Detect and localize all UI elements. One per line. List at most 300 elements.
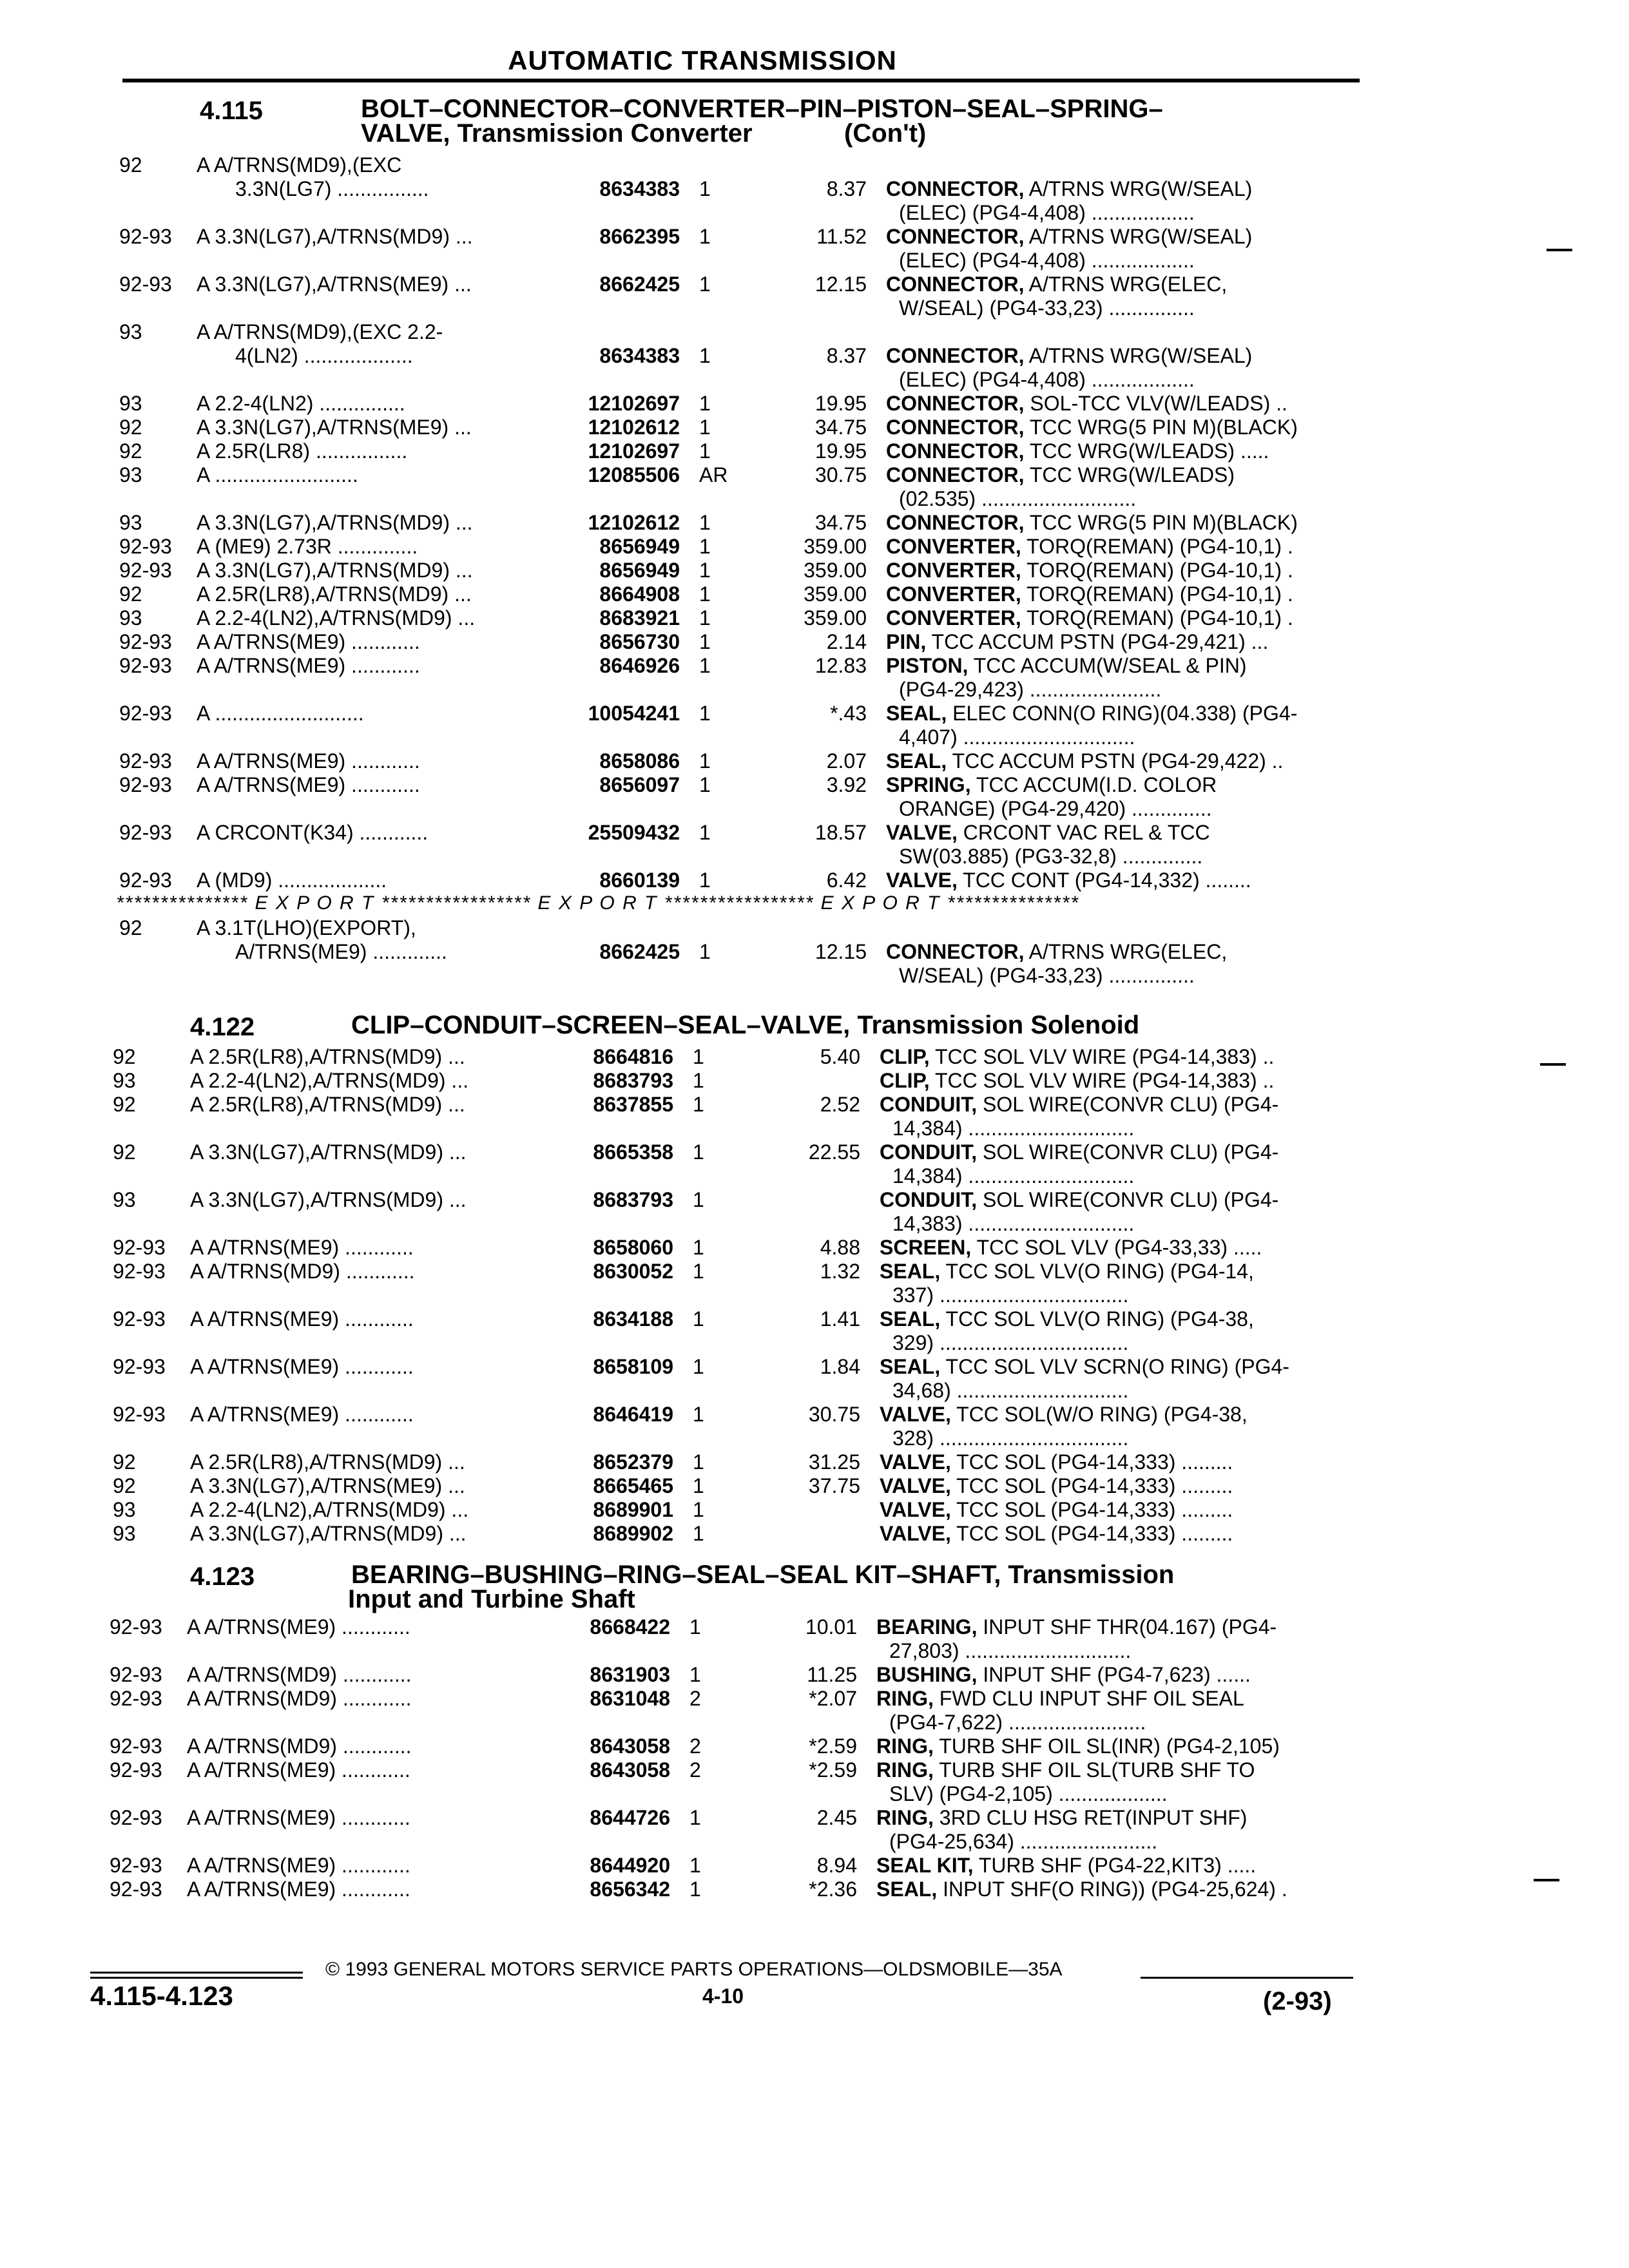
- part-number: 8656097: [599, 773, 680, 796]
- part-description: TURB SHF OIL SL(TURB SHF TO: [939, 1758, 1255, 1782]
- application: A A/TRNS(MD9),(EXC 2.2-: [197, 320, 443, 343]
- description: [886, 582, 1402, 606]
- price: 2.52: [820, 1093, 860, 1116]
- part-name: PISTON,: [886, 654, 969, 677]
- model-year: 92-93: [119, 559, 172, 582]
- part-description: 3RD CLU HSG RET(INPUT SHF): [939, 1806, 1248, 1829]
- price: 34.75: [815, 511, 867, 534]
- part-number: 8656342: [590, 1878, 670, 1901]
- part-description: TCC SOL VLV(O RING) (PG4-38,: [945, 1307, 1254, 1331]
- footer-rule-right: [1141, 1977, 1353, 1979]
- model-year: 92-93: [119, 869, 172, 892]
- table-row: [113, 1355, 1498, 1378]
- section-number: 4.115: [200, 97, 263, 125]
- part-description: TCC WRG(5 PIN M)(BLACK): [1029, 416, 1298, 439]
- application: A .........................: [197, 463, 358, 486]
- description: [880, 1403, 1395, 1426]
- part-description: FWD CLU INPUT SHF OIL SEAL: [939, 1687, 1244, 1710]
- description: [880, 1498, 1395, 1521]
- model-year: 93: [119, 606, 142, 629]
- quantity: 1: [693, 1188, 704, 1211]
- part-number: 8646419: [593, 1403, 673, 1426]
- description: [886, 606, 1402, 629]
- footer-section-range: 4.115-4.123: [90, 1981, 233, 2011]
- model-year: 93: [113, 1498, 136, 1521]
- application: A 2.5R(LR8),A/TRNS(MD9) ...: [190, 1450, 465, 1474]
- application: A 3.3N(LG7),A/TRNS(MD9) ...: [190, 1140, 467, 1164]
- footer-date: (2-93): [1263, 1987, 1332, 2015]
- description-continued: W/SEAL) (PG4-33,23) ...............: [899, 296, 1195, 320]
- description: [886, 273, 1402, 296]
- description: [880, 1045, 1395, 1068]
- part-description: TURB SHF OIL SL(INR) (PG4-2,105): [939, 1735, 1280, 1758]
- part-description: TCC SOL VLV(O RING) (PG4-14,: [945, 1260, 1254, 1283]
- price: 2.45: [816, 1806, 857, 1829]
- application: A A/TRNS(ME9) ............: [187, 1758, 410, 1782]
- part-name: VALVE,: [880, 1522, 951, 1545]
- part-number: 8683793: [593, 1069, 673, 1092]
- application-continued: 4(LN2) ...................: [235, 344, 413, 367]
- part-number: 12102612: [588, 416, 680, 439]
- price: 359.00: [804, 582, 867, 606]
- price: 12.15: [815, 273, 867, 296]
- quantity: 2: [689, 1758, 701, 1782]
- description: [876, 1758, 1392, 1782]
- model-year: 92-93: [113, 1307, 166, 1331]
- part-name: VALVE,: [880, 1450, 951, 1474]
- part-description: TCC SOL(W/O RING) (PG4-38,: [956, 1403, 1248, 1426]
- part-name: CLIP,: [880, 1069, 930, 1092]
- application: A 2.5R(LR8),A/TRNS(MD9) ...: [197, 582, 472, 606]
- table-row: [113, 1140, 1498, 1164]
- part-number: 8644726: [590, 1806, 670, 1829]
- table-row: [110, 1758, 1495, 1782]
- part-name: CONNECTOR,: [886, 344, 1025, 367]
- part-number: 8656949: [599, 559, 680, 582]
- quantity: 1: [699, 773, 711, 796]
- application: A A/TRNS(ME9) ............: [197, 630, 420, 653]
- description-continued: 337) .................................: [892, 1283, 1129, 1307]
- price: 3.92: [826, 773, 867, 796]
- table-row: [119, 559, 1505, 582]
- model-year: 92-93: [119, 702, 172, 725]
- model-year: 93: [119, 463, 142, 486]
- part-number: 8634383: [599, 177, 680, 200]
- description: [876, 1735, 1392, 1758]
- model-year: 92-93: [113, 1260, 166, 1283]
- quantity: 1: [699, 582, 711, 606]
- description: [886, 630, 1402, 653]
- part-number: 8683921: [599, 606, 680, 629]
- part-number: 8634383: [599, 344, 680, 367]
- price: 11.52: [816, 225, 867, 248]
- description-continued: (02.535) ...........................: [899, 487, 1137, 510]
- description: [876, 1663, 1392, 1686]
- part-name: CONNECTOR,: [886, 416, 1025, 439]
- model-year: 92: [113, 1093, 136, 1116]
- table-row: [113, 1522, 1498, 1545]
- quantity: 1: [693, 1307, 704, 1331]
- description: [880, 1069, 1395, 1092]
- table-row: [119, 582, 1505, 606]
- part-number: 8656949: [599, 535, 680, 558]
- description: [886, 535, 1402, 558]
- model-year: 93: [113, 1069, 136, 1092]
- application: A 3.3N(LG7),A/TRNS(MD9) ...: [197, 225, 473, 248]
- table-row: [119, 463, 1505, 486]
- part-name: CONVERTER,: [886, 606, 1021, 629]
- part-name: VALVE,: [886, 869, 958, 892]
- part-description: TCC ACCUM(W/SEAL & PIN): [973, 654, 1247, 677]
- price: 5.40: [820, 1045, 860, 1068]
- part-description: TCC ACCUM PSTN (PG4-29,422) ..: [952, 749, 1284, 773]
- footer-rule-under: [90, 1977, 303, 1979]
- part-number: 8664908: [599, 582, 680, 606]
- quantity: 1: [699, 511, 711, 534]
- application: A 3.3N(LG7),A/TRNS(ME9) ...: [197, 416, 472, 439]
- quantity: 1: [699, 273, 711, 296]
- table-row: [119, 225, 1505, 248]
- table-row: [113, 1498, 1498, 1521]
- part-name: RING,: [876, 1806, 934, 1829]
- part-name: RING,: [876, 1735, 934, 1758]
- price: 18.57: [815, 821, 867, 844]
- description: [886, 511, 1402, 534]
- application: A 3.3N(LG7),A/TRNS(MD9) ...: [190, 1522, 467, 1545]
- section-title: BEARING–BUSHING–RING–SEAL–SEAL KIT–SHAFT, Transmission: [351, 1561, 1175, 1589]
- footer-rule-left: [90, 1972, 303, 1974]
- application: A A/TRNS(ME9) ............: [187, 1806, 410, 1829]
- quantity: 1: [689, 1878, 701, 1901]
- price: 1.84: [820, 1355, 860, 1378]
- application: A 3.3N(LG7),A/TRNS(ME9) ...: [190, 1474, 465, 1497]
- table-row: [119, 869, 1505, 892]
- table-row: [110, 1687, 1495, 1710]
- section-number: 4.123: [190, 1562, 255, 1591]
- description-continued: (ELEC) (PG4-4,408) ..................: [899, 201, 1195, 224]
- table-row: [113, 1188, 1498, 1211]
- footer-page-number: 4-10: [702, 1984, 744, 2008]
- description: [886, 869, 1402, 892]
- quantity: 1: [693, 1355, 704, 1378]
- price: 11.25: [807, 1663, 857, 1686]
- part-number: 12102697: [588, 392, 680, 415]
- description-continued: 14,383) .............................: [892, 1212, 1135, 1235]
- price: 37.75: [808, 1474, 860, 1497]
- table-row: [110, 1663, 1495, 1686]
- description: [886, 177, 1402, 200]
- quantity: 1: [699, 749, 711, 773]
- part-name: CLIP,: [880, 1045, 930, 1068]
- part-number: 8631048: [590, 1687, 670, 1710]
- application: A A/TRNS(MD9) ............: [187, 1687, 412, 1710]
- part-name: BEARING,: [876, 1615, 978, 1639]
- model-year: 92-93: [119, 630, 172, 653]
- description: [886, 773, 1402, 796]
- application: A CRCONT(K34) ............: [197, 821, 429, 844]
- application: A ..........................: [197, 702, 364, 725]
- quantity: 1: [689, 1615, 701, 1639]
- application: A 3.3N(LG7),A/TRNS(MD9) ...: [197, 511, 473, 534]
- price: 6.42: [826, 869, 867, 892]
- model-year: 92-93: [110, 1663, 162, 1686]
- description: [876, 1806, 1392, 1829]
- part-description: SOL WIRE(CONVR CLU) (PG4-: [983, 1140, 1279, 1164]
- description: [880, 1140, 1395, 1164]
- table-row: [113, 1450, 1498, 1474]
- description: [880, 1188, 1395, 1211]
- application: A A/TRNS(MD9),(EXC: [197, 153, 402, 177]
- application: A A/TRNS(ME9) ............: [190, 1236, 414, 1259]
- application: A A/TRNS(ME9) ............: [197, 773, 420, 796]
- price: 19.95: [815, 392, 867, 415]
- description: [880, 1355, 1395, 1378]
- table-row: [119, 749, 1505, 773]
- model-year: 92: [113, 1045, 136, 1068]
- description-continued: 34,68) ..............................: [892, 1379, 1129, 1402]
- model-year: 93: [119, 320, 142, 343]
- part-description: TCC SOL VLV WIRE (PG4-14,383) ..: [934, 1069, 1275, 1092]
- application: A (ME9) 2.73R ..............: [197, 535, 418, 558]
- table-row: [119, 630, 1505, 653]
- description-continued: 27,803) .............................: [889, 1639, 1132, 1662]
- description: [886, 749, 1402, 773]
- price: 30.75: [808, 1403, 860, 1426]
- part-description: ELEC CONN(O RING)(04.338) (PG4-: [952, 702, 1298, 725]
- margin-mark: [1547, 249, 1572, 251]
- description-continued: 14,384) .............................: [892, 1117, 1135, 1140]
- quantity: 1: [693, 1403, 704, 1426]
- description: [876, 1854, 1392, 1877]
- part-description: TCC WRG(5 PIN M)(BLACK): [1029, 511, 1298, 534]
- table-row: [113, 1474, 1498, 1497]
- quantity: 1: [699, 606, 711, 629]
- part-description: TORQ(REMAN) (PG4-10,1) .: [1027, 535, 1293, 558]
- price: 8.37: [826, 177, 867, 200]
- price: 22.55: [808, 1140, 860, 1164]
- price: 8.94: [816, 1854, 857, 1877]
- part-number: 8631903: [590, 1663, 670, 1686]
- part-description: TCC WRG(W/LEADS): [1029, 463, 1235, 486]
- quantity: 1: [699, 940, 711, 963]
- margin-mark: [1534, 1879, 1559, 1881]
- description: [886, 344, 1402, 367]
- description: [876, 1878, 1392, 1901]
- application: A 2.2-4(LN2),A/TRNS(MD9) ...: [190, 1069, 469, 1092]
- application: A A/TRNS(ME9) ............: [190, 1403, 414, 1426]
- part-name: SEAL,: [880, 1355, 941, 1378]
- part-number: 8634188: [593, 1307, 673, 1331]
- part-number: 12085506: [588, 463, 680, 486]
- part-description: TURB SHF (PG4-22,KIT3) .....: [978, 1854, 1257, 1877]
- part-name: CONVERTER,: [886, 535, 1021, 558]
- application: A A/TRNS(ME9) ............: [187, 1615, 410, 1639]
- price: 359.00: [804, 559, 867, 582]
- part-name: CONDUIT,: [880, 1140, 978, 1164]
- table-row: [113, 1093, 1498, 1116]
- part-number: 8643058: [590, 1758, 670, 1782]
- part-description: TORQ(REMAN) (PG4-10,1) .: [1027, 606, 1293, 629]
- description-continued: W/SEAL) (PG4-33,23) ...............: [899, 964, 1195, 987]
- part-description: A/TRNS WRG(ELEC,: [1028, 940, 1228, 963]
- part-description: A/TRNS WRG(W/SEAL): [1028, 225, 1253, 248]
- description: [886, 225, 1402, 248]
- part-number: 8652379: [593, 1450, 673, 1474]
- part-description: TCC WRG(W/LEADS) .....: [1029, 439, 1269, 463]
- description: [886, 821, 1402, 844]
- application: A 2.5R(LR8),A/TRNS(MD9) ...: [190, 1093, 465, 1116]
- quantity: 1: [689, 1663, 701, 1686]
- page-header-title: AUTOMATIC TRANSMISSION: [508, 45, 897, 75]
- application-continued: A/TRNS(ME9) .............: [235, 940, 447, 963]
- description: [886, 416, 1402, 439]
- quantity: 1: [693, 1522, 704, 1545]
- part-number: 8689902: [593, 1522, 673, 1545]
- model-year: 92-93: [110, 1758, 162, 1782]
- model-year: 92: [119, 582, 142, 606]
- description: [880, 1307, 1395, 1331]
- part-description: TCC SOL (PG4-14,333) .........: [956, 1498, 1233, 1521]
- part-name: VALVE,: [880, 1403, 951, 1426]
- part-number: 8665465: [593, 1474, 673, 1497]
- description: [880, 1236, 1395, 1259]
- table-row: [119, 273, 1505, 296]
- price: 10.01: [805, 1615, 857, 1639]
- model-year: 92-93: [110, 1615, 162, 1639]
- part-number: 8644920: [590, 1854, 670, 1877]
- part-name: SEAL,: [886, 749, 947, 773]
- application: A A/TRNS(ME9) ............: [190, 1355, 414, 1378]
- part-number: 8665358: [593, 1140, 673, 1164]
- model-year: 92-93: [119, 273, 172, 296]
- section-title-note: (Con't): [844, 119, 927, 148]
- description-continued: ORANGE) (PG4-29,420) ..............: [899, 797, 1212, 820]
- part-description: TCC SOL (PG4-14,333) .........: [956, 1450, 1233, 1474]
- part-number: 10054241: [588, 702, 680, 725]
- part-name: CONNECTOR,: [886, 177, 1025, 200]
- model-year: 92-93: [119, 535, 172, 558]
- table-row: [119, 416, 1505, 439]
- description-continued: (ELEC) (PG4-4,408) ..................: [899, 249, 1195, 272]
- model-year: 92-93: [110, 1878, 162, 1901]
- model-year: 93: [113, 1188, 136, 1211]
- part-number: 8689901: [593, 1498, 673, 1521]
- application: A A/TRNS(MD9) ............: [187, 1663, 412, 1686]
- part-description: TCC SOL VLV WIRE (PG4-14,383) ..: [934, 1045, 1275, 1068]
- model-year: 92-93: [110, 1806, 162, 1829]
- application: A 2.5R(LR8),A/TRNS(MD9) ...: [190, 1045, 465, 1068]
- part-description: INPUT SHF THR(04.167) (PG4-: [983, 1615, 1277, 1639]
- model-year: 92: [119, 439, 142, 463]
- price: 2.07: [826, 749, 867, 773]
- model-year: 92-93: [113, 1355, 166, 1378]
- part-description: TCC SOL VLV (PG4-33,33) .....: [976, 1236, 1262, 1259]
- part-number: 12102612: [588, 511, 680, 534]
- export-banner: *************** E X P O R T ***************** E X P O R T ***************** E X P O R T ***************: [116, 892, 1079, 914]
- price: 30.75: [815, 463, 867, 486]
- application: A A/TRNS(ME9) ............: [197, 654, 420, 677]
- description: [886, 654, 1402, 677]
- part-name: SPRING,: [886, 773, 971, 796]
- table-row: [119, 773, 1505, 796]
- model-year: 92: [113, 1474, 136, 1497]
- part-name: RING,: [876, 1687, 934, 1710]
- model-year: 93: [119, 392, 142, 415]
- description: [880, 1474, 1395, 1497]
- quantity: 1: [699, 630, 711, 653]
- application: A (MD9) ...................: [197, 869, 387, 892]
- model-year: 92-93: [119, 654, 172, 677]
- model-year: 92-93: [113, 1403, 166, 1426]
- part-description: SOL-TCC VLV(W/LEADS) ..: [1030, 392, 1287, 415]
- table-row: [119, 654, 1505, 677]
- price: 12.15: [815, 940, 867, 963]
- part-description: CRCONT VAC REL & TCC: [963, 821, 1210, 844]
- quantity: 1: [693, 1140, 704, 1164]
- description: [880, 1260, 1395, 1283]
- quantity: 1: [699, 225, 711, 248]
- part-number: 8630052: [593, 1260, 673, 1283]
- model-year: 92: [113, 1140, 136, 1164]
- description-continued: (PG4-25,634) ........................: [889, 1830, 1158, 1853]
- description: [880, 1522, 1395, 1545]
- table-row: [110, 1615, 1495, 1639]
- table-row: [110, 1878, 1495, 1901]
- part-name: CONNECTOR,: [886, 225, 1025, 248]
- price: 4.88: [820, 1236, 860, 1259]
- application: A A/TRNS(MD9) ............: [187, 1735, 412, 1758]
- part-description: TCC SOL (PG4-14,333) .........: [956, 1474, 1233, 1497]
- description: [876, 1687, 1392, 1710]
- quantity: 1: [693, 1474, 704, 1497]
- model-year: 92-93: [119, 225, 172, 248]
- table-row: [110, 1854, 1495, 1877]
- part-name: CONNECTOR,: [886, 439, 1025, 463]
- table-row: [113, 1236, 1498, 1259]
- quantity: 1: [693, 1450, 704, 1474]
- price: 359.00: [804, 535, 867, 558]
- price: 1.41: [820, 1307, 860, 1331]
- table-row: [119, 821, 1505, 844]
- table-row: [113, 1307, 1498, 1331]
- part-number: 25509432: [588, 821, 680, 844]
- quantity: 1: [689, 1806, 701, 1829]
- part-description: SOL WIRE(CONVR CLU) (PG4-: [983, 1188, 1279, 1211]
- description-continued: (PG4-29,423) .......................: [899, 678, 1162, 701]
- part-description: A/TRNS WRG(W/SEAL): [1028, 344, 1253, 367]
- part-name: SEAL,: [880, 1307, 941, 1331]
- quantity: 1: [699, 702, 711, 725]
- part-description: SOL WIRE(CONVR CLU) (PG4-: [983, 1093, 1279, 1116]
- price: 8.37: [826, 344, 867, 367]
- description: [886, 392, 1402, 415]
- description: [880, 1093, 1395, 1116]
- description-continued: 328) .................................: [892, 1427, 1129, 1450]
- part-number: 8662425: [599, 273, 680, 296]
- price: 1.32: [820, 1260, 860, 1283]
- price: *2.36: [809, 1878, 857, 1901]
- description-continued: 14,384) .............................: [892, 1164, 1135, 1187]
- table-row: [110, 1735, 1495, 1758]
- application: A 3.3N(LG7),A/TRNS(MD9) ...: [190, 1188, 467, 1211]
- description: [886, 439, 1402, 463]
- quantity: 1: [689, 1854, 701, 1877]
- quantity: 1: [699, 392, 711, 415]
- description: [886, 702, 1402, 725]
- part-name: VALVE,: [880, 1474, 951, 1497]
- application: A A/TRNS(MD9) ............: [190, 1260, 415, 1283]
- price: *2.59: [809, 1758, 857, 1782]
